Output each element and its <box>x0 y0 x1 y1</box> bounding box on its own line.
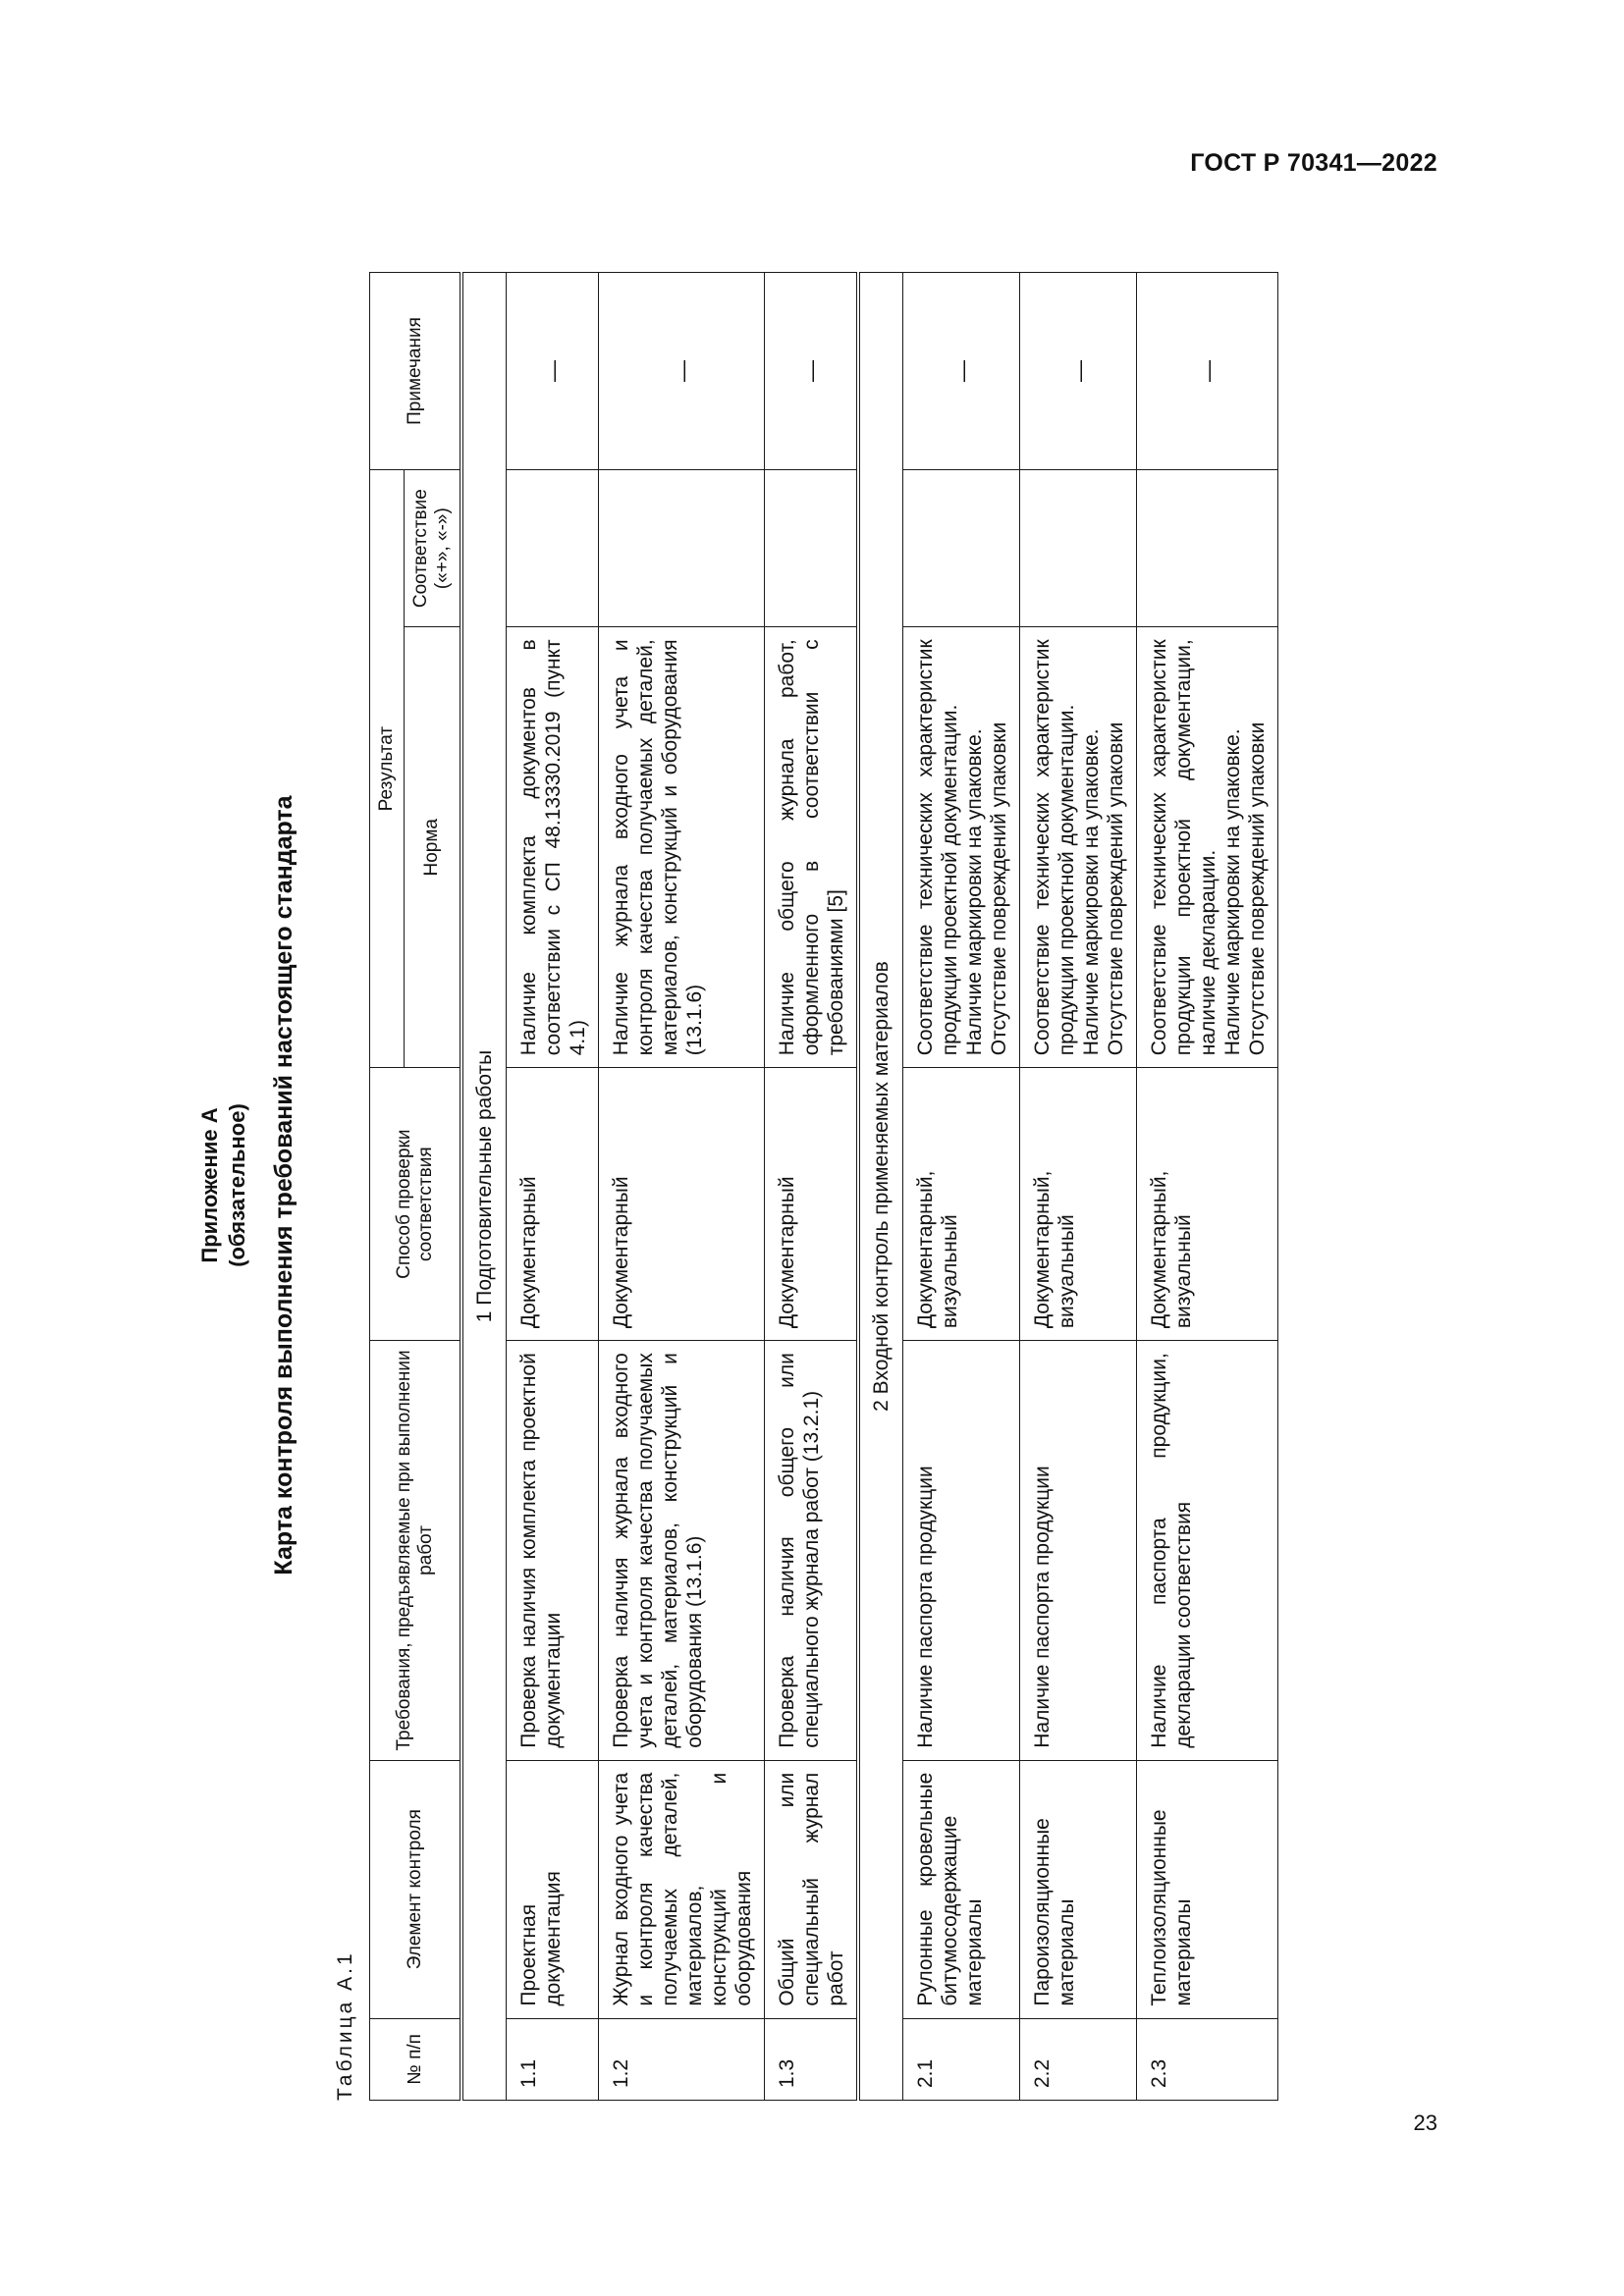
row-number-cell: 2.3 <box>1137 2018 1278 2100</box>
norm-cell: Соответствие технических характеристик продукции проектной документации. Наличие маркировки на упаковке. Отсутствие повреждений упаковки <box>1020 627 1137 1068</box>
section-title: 1 Подготовительные работы <box>461 273 507 2101</box>
check-method-cell: Документарный, визуальный <box>903 1068 1020 1341</box>
norm-cell: Наличие общего журнала работ, оформленного в соответствии с требованиями [5] <box>765 627 859 1068</box>
control-element-cell: Журнал входного учета и контроля качества получаемых деталей, материалов, конструкций и оборудования <box>599 1760 765 2018</box>
row-number-cell: 2.2 <box>1020 2018 1137 2100</box>
control-element-cell: Общий или специальный журнал работ <box>765 1760 859 2018</box>
check-method-cell: Документарный, визуальный <box>1020 1068 1137 1341</box>
control-element-cell: Пароизоляционные материалы <box>1020 1760 1137 2018</box>
col-header-requirements: Требования, предъявляемые при выполнении работ <box>370 1341 462 1761</box>
compliance-cell <box>507 469 599 626</box>
requirement-cell: Проверка наличия общего или специального журнала работ (13.2.1) <box>765 1341 859 1761</box>
control-element-cell: Рулонные кровельные битумосодержащие материалы <box>903 1760 1020 2018</box>
section-row <box>461 273 507 2101</box>
col-header-compliance: Соответствие («+», «-») <box>405 469 462 626</box>
row-number-cell: 2.1 <box>903 2018 1020 2100</box>
notes-cell: — <box>903 273 1020 470</box>
requirement-cell: Наличие паспорта продукции <box>903 1341 1020 1761</box>
requirement-cell: Наличие паспорта продукции <box>1020 1341 1137 1761</box>
norm-cell: Соответствие технических характеристик продукции проектной документации, наличие декларации. Наличие маркировки на упаковке. Отсутствие повреждений упаковки <box>1137 627 1278 1068</box>
check-method-cell: Документарный <box>507 1068 599 1341</box>
notes-cell: — <box>1020 273 1137 470</box>
header-row-1 <box>370 273 405 2101</box>
table-row <box>1137 273 1278 2101</box>
norm-cell: Наличие комплекта документов в соответствии с СП 48.13330.2019 (пункт 4.1) <box>507 627 599 1068</box>
check-method-cell: Документарный <box>765 1068 859 1341</box>
appendix-heading <box>196 270 251 2101</box>
notes-cell: — <box>1137 273 1278 470</box>
control-element-cell: Проектная документация <box>507 1760 599 2018</box>
col-header-notes: Примечания <box>370 273 462 470</box>
requirement-cell: Проверка наличия комплекта проектной документации <box>507 1341 599 1761</box>
col-header-norm: Норма <box>405 627 462 1068</box>
check-method-cell: Документарный, визуальный <box>1137 1068 1278 1341</box>
notes-cell: — <box>599 273 765 470</box>
section-row <box>858 273 903 2101</box>
notes-cell: — <box>507 273 599 470</box>
row-number-cell: 1.3 <box>765 2018 859 2100</box>
row-number-cell: 1.2 <box>599 2018 765 2100</box>
compliance-cell <box>1020 469 1137 626</box>
page-number: 23 <box>1413 2110 1437 2135</box>
norm-cell: Наличие журнала входного учета и контроля качества получаемых деталей, материалов, конструкций и оборудования (13.1.6) <box>599 627 765 1068</box>
requirement-cell: Наличие паспорта продукции, декларации соответствия <box>1137 1341 1278 1761</box>
norm-cell: Соответствие технических характеристик продукции проектной документации. Наличие маркировки на упаковке. Отсутствие повреждений упаковки <box>903 627 1020 1068</box>
col-header-num: № п/п <box>370 2018 462 2100</box>
section-title: 2 Входной контроль применяемых материалов <box>858 273 903 2101</box>
requirement-cell: Проверка наличия журнала входного учета и контроля качества получаемых деталей, материалов, конструкций и оборудования (13.1.6) <box>599 1341 765 1761</box>
compliance-cell <box>1137 469 1278 626</box>
table-body <box>461 273 1278 2101</box>
compliance-cell <box>599 469 765 626</box>
col-header-element: Элемент контроля <box>370 1760 462 2018</box>
rotated-content <box>172 270 1291 2101</box>
table-row <box>599 273 765 2101</box>
table-row <box>507 273 599 2101</box>
compliance-cell <box>765 469 859 626</box>
table-row <box>1020 273 1137 2101</box>
table-row <box>903 273 1020 2101</box>
table-row <box>765 273 859 2101</box>
compliance-cell <box>903 469 1020 626</box>
appendix-status: (обязательное) <box>225 1103 249 1267</box>
col-header-method: Способ проверки соответствия <box>370 1068 462 1341</box>
document-title: Карта контроля выполнения требований настоящего стандарта <box>270 795 298 1575</box>
control-element-cell: Теплоизоляционные материалы <box>1137 1760 1278 2018</box>
control-table <box>369 272 1278 2101</box>
notes-cell: — <box>765 273 859 470</box>
standard-code: ГОСТ Р 70341—2022 <box>1190 149 1437 177</box>
table-caption: Таблица А.1 <box>334 1950 356 2101</box>
row-number-cell: 1.1 <box>507 2018 599 2100</box>
check-method-cell: Документарный <box>599 1068 765 1341</box>
appendix-title: Приложение А <box>197 1107 222 1263</box>
col-header-result: Результат <box>370 469 405 1067</box>
